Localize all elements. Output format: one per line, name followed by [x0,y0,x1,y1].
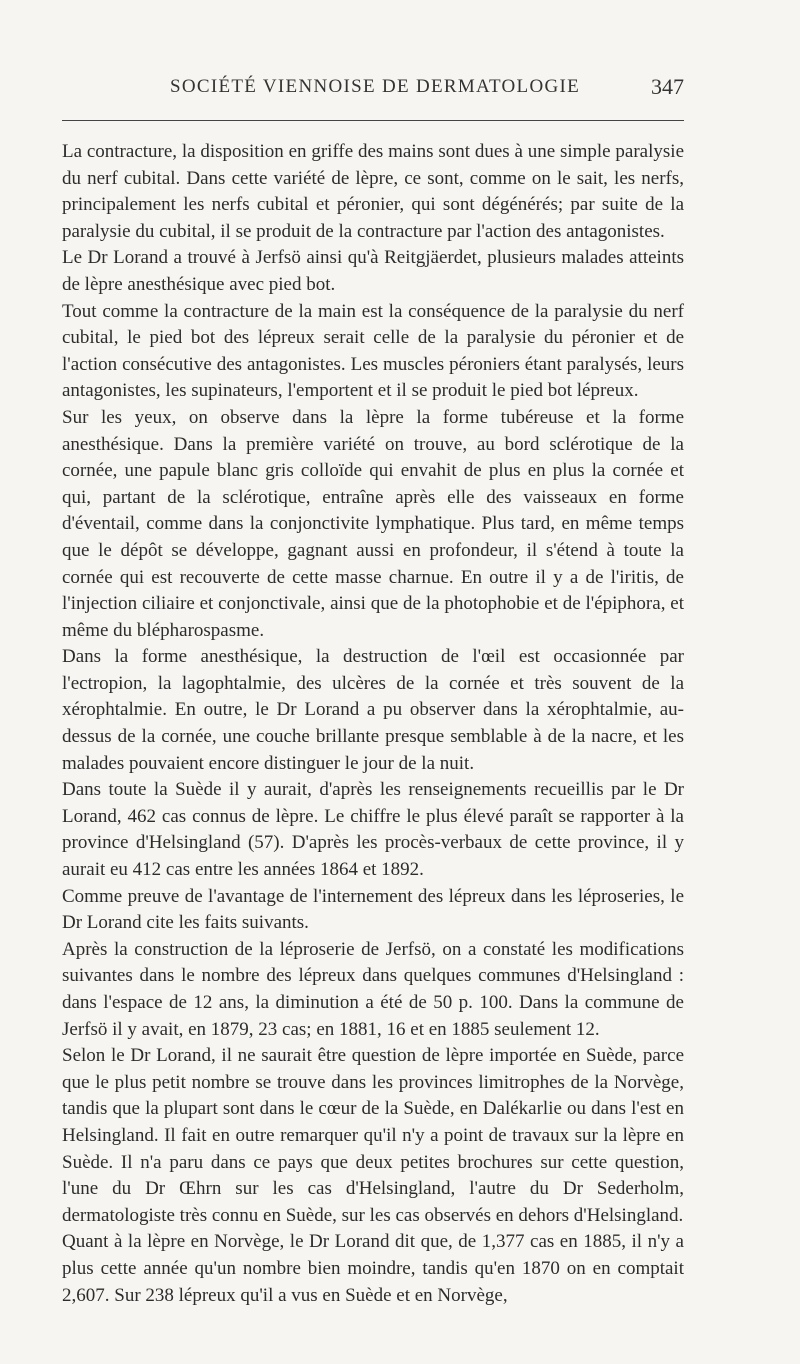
paragraph: Tout comme la contracture de la main est la conséquence de la paralysie du nerf cubital, le pied bot des lépreux serait celle de la paralysie du péronier et de l'action consécutive des antagonistes. Les muscles péroniers étant paralysés, leurs antagonistes, les supinateurs, l'emportent et il se produit le pied bot lépreux. [62,300,684,402]
header-title: SOCIÉTÉ VIENNOISE DE DERMATOLOGIE [170,76,581,97]
body-text [62,139,684,1309]
page-number: 347 [651,74,684,99]
paragraph: Dans toute la Suède il y aurait, d'après les renseignements recueillis par le Dr Lorand, 462 cas connus de lèpre. Le chiffre le plus élevé paraît se rapporter à la province d'Helsingland (57). D'après les procès-verbaux de cette province, il y aurait eu 412 cas entre les années 1864 et 1892. [62,779,684,881]
paragraph: Sur les yeux, on observe dans la lèpre la forme tubéreuse et la forme anesthésique. Dans la première variété on trouve, au bord sclérotique de la cornée, une papule blanc gris colloïde qui envahit de plus en plus la cornée et qui, partant de la sclérotique, entraîne après elle des vaisseaux en forme d'éventail, comme dans la conjonctivite lymphatique. Plus tard, en même temps que le dépôt se développe, gagnant aussi en profondeur, il s'étend à toute la cornée qui est recouverte de cette masse charnue. En outre il y a de l'iritis, de l'injection ciliaire et conjonctivale, ainsi que de la photophobie et de l'épiphora, et même du blépharospasme. [62,406,684,641]
paragraph: Selon le Dr Lorand, il ne saurait être question de lèpre importée en Suède, parce que le plus petit nombre se trouve dans les provinces limitrophes de la Norvège, tandis que la plupart sont dans le cœur de la Suède, en Dalékarlie ou dans l'est en Helsingland. Il fait en outre remarquer qu'il n'y a point de travaux sur la lèpre en Suède. Il n'a paru dans ce pays que deux petites brochures sur cette question, l'une du Dr Œhrn sur les cas d'Helsingland, l'autre du Dr Sederholm, dermatologiste très connu en Suède, sur les cas observés en dehors d'Helsingland. [62,1045,684,1226]
header-rule [62,120,684,121]
paragraph: Comme preuve de l'avantage de l'internement des lépreux dans les léproseries, le Dr Lorand cite les faits suivants. [62,885,684,934]
paragraph: Après la construction de la léproserie de Jerfsö, on a constaté les modifications suivantes dans le nombre des lépreux dans quelques communes d'Helsingland : dans l'espace de 12 ans, la diminution a été de 50 p. 100. Dans la commune de Jerfsö il y avait, en 1879, 23 cas; en 1881, 16 et en 1885 seulement 12. [62,938,684,1040]
paragraph: Dans la forme anesthésique, la destruction de l'œil est occasionnée par l'ectropion, la lagophtalmie, des ulcères de la cornée et très souvent de la xérophtalmie. En outre, le Dr Lorand a pu observer dans la xérophtalmie, au-dessus de la cornée, une couche brillante presque semblable à de la nacre, et les malades pouvaient encore distinguer le jour de la nuit. [62,646,684,774]
running-header [60,74,684,104]
paragraph: La contracture, la disposition en griffe des mains sont dues à une simple paralysie du nerf cubital. Dans cette variété de lèpre, ce sont, comme on le sait, les nerfs, principalement les nerfs cubital et péronier, qui sont dégénérés; par suite de la paralysie du cubital, il se produit de la contracture par l'action des antagonistes. [62,141,684,242]
paragraph: Le Dr Lorand a trouvé à Jerfsö ainsi qu'à Reitgjäerdet, plusieurs malades atteints de lèpre anesthésique avec pied bot. [62,247,684,295]
paragraph: Quant à la lèpre en Norvège, le Dr Lorand dit que, de 1,377 cas en 1885, il n'y a plus cette année qu'un nombre bien moindre, tandis qu'en 1870 on en comptait 2,607. Sur 238 lépreux qu'il a vus en Suède et en Norvège, [62,1231,684,1306]
